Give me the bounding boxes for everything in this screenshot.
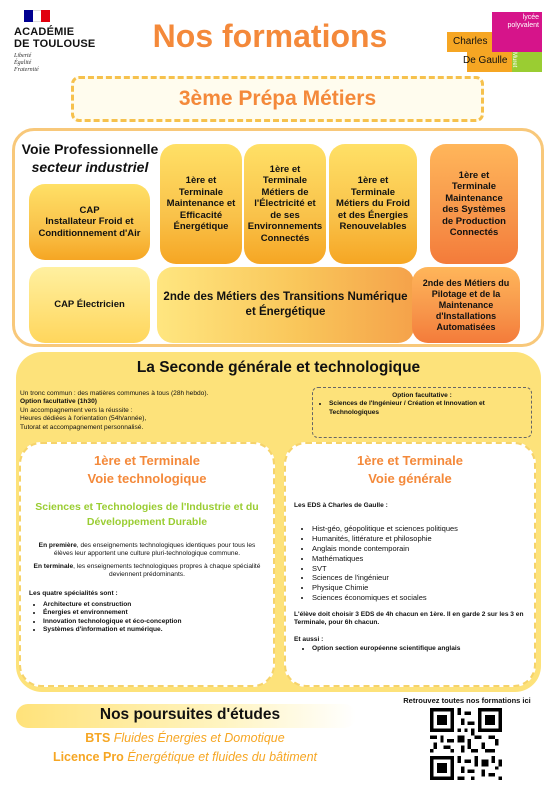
card-electricite: 1ère et Terminale Métiers de l'Électricité et de ses Environnements Connectés <box>244 144 326 264</box>
list-item: • Humanités, littérature et philosophie <box>312 534 526 544</box>
voie-technologique-panel <box>19 442 275 687</box>
voie-pro-title: Voie Professionnelle secteur industriel <box>21 141 159 175</box>
list-item: • Hist-géo, géopolitique et sciences politiques <box>312 524 526 534</box>
terminale-text: En terminale, les enseignements technologiques propres à chaque spécialité deviennent prédominants. <box>33 562 261 579</box>
card-maintenance-systemes: 1ère et Terminale Maintenance des Systèmes de Production Connectés <box>430 144 518 264</box>
school-tag: lycée polyvalent <box>507 14 539 29</box>
prepa-metiers-banner: 3ème Prépa Métiers <box>71 76 484 122</box>
list-item: • Architecture et construction <box>43 601 265 609</box>
french-flag-icon <box>24 10 50 22</box>
list-item: • Anglais monde contemporain <box>312 544 526 554</box>
option-item: • Sciences de l'Ingénieur / Création et Innovation et Technologiques <box>329 400 525 417</box>
qr-label: Retrouvez toutes nos formations ici <box>403 696 531 705</box>
school-logo <box>447 12 542 72</box>
specialites-title: Les quatre spécialités sont : <box>29 589 118 597</box>
sti2d-title: Sciences et Technologies de l'Industrie et du Développement Durable <box>35 501 259 528</box>
techno-title-1: 1ère et Terminale <box>94 453 200 468</box>
card-froid-energies: 1ère et Terminale Métiers du Froid et des Énergies Renouvelables <box>329 144 417 264</box>
qr-code-icon[interactable] <box>430 708 502 780</box>
eds-list <box>302 524 526 602</box>
tronc-commun-text: Un tronc commun : des matières communes à tous (28h hebdo). Option facultative (1h30) Un accompagnement vers la réussite : Heures dédiées à l'orientation (54h/année), Tutorat et accompagnement personnalisé. <box>20 390 209 431</box>
school-name-2: De Gaulle <box>463 55 508 66</box>
poursuites-title: Nos poursuites d'études <box>99 706 281 723</box>
eds-title: Les EDS à Charles de Gaulle : <box>294 502 388 509</box>
premiere-text: En première, des enseignements technologiques identiques pour tous les élèves leur apportent une culture pluri-technologique commune. <box>38 542 256 558</box>
list-item: • Physique Chimie <box>312 583 526 593</box>
card-maintenance-efficacite: 1ère et Terminale Maintenance et Efficacité Énergétique <box>160 144 242 264</box>
generale-title-2: Voie générale <box>368 471 452 486</box>
list-item: • Sciences de l'ingénieur <box>312 573 526 583</box>
academy-line1: ACADÉMIE <box>14 26 75 38</box>
card-cap-froid: CAP Installateur Froid et Conditionnement d'Air <box>29 184 150 260</box>
card-cap-electricien: CAP Électricien <box>29 267 150 343</box>
specialites-list <box>33 601 265 635</box>
card-seconde-pilotage: 2nde des Métiers du Pilotage et de la Maintenance d'Installations Automatisées <box>412 267 520 343</box>
academie-logo <box>14 10 104 74</box>
academy-line2: DE TOULOUSE <box>14 38 96 50</box>
list-item: • SVT <box>312 564 526 574</box>
also-title: Et aussi : <box>294 635 324 643</box>
school-name-1: Charles <box>453 36 488 47</box>
page-title: Nos formations <box>152 18 388 54</box>
list-item: • Énergies et environnement <box>43 609 265 617</box>
motto-egalite: Égalité <box>14 60 32 66</box>
motto-liberte: Liberté <box>14 53 32 59</box>
eds-choice-text: L'élève doit choisir 3 EDS de 4h chacun en 1ère. Il en garde 2 sur les 3 en Terminale, pour 6h chacun. <box>294 610 524 627</box>
option-title: Option facultative : <box>392 392 452 399</box>
voie-generale-panel <box>284 442 536 687</box>
list-item: • Mathématiques <box>312 554 526 564</box>
list-item: • Sciences économiques et sociales <box>312 593 526 603</box>
generale-title-1: 1ère et Terminale <box>357 453 463 468</box>
list-item: • Systèmes d'information et numérique. <box>43 626 265 634</box>
also-list <box>302 645 526 653</box>
voie-pro-subtitle: secteur industriel <box>31 159 149 175</box>
motto-fraternite: Fraternité <box>14 67 39 73</box>
seconde-title: La Seconde générale et technologique <box>136 359 421 376</box>
card-seconde-transitions: 2nde des Métiers des Transitions Numérique et Énergétique <box>157 267 414 343</box>
option-facultative-box <box>312 387 532 438</box>
list-item: • Innovation technologique et éco-conception <box>43 618 265 626</box>
licence-line: Licence Pro Énergétique et fluides du bâtiment <box>52 750 318 764</box>
bts-line: BTS Fluides Énergies et Domotique <box>85 731 285 745</box>
techno-title-2: Voie technologique <box>87 471 207 486</box>
list-item: • Option section européenne scientifique anglais <box>312 645 526 653</box>
school-tag-2: Muret <box>511 52 517 68</box>
